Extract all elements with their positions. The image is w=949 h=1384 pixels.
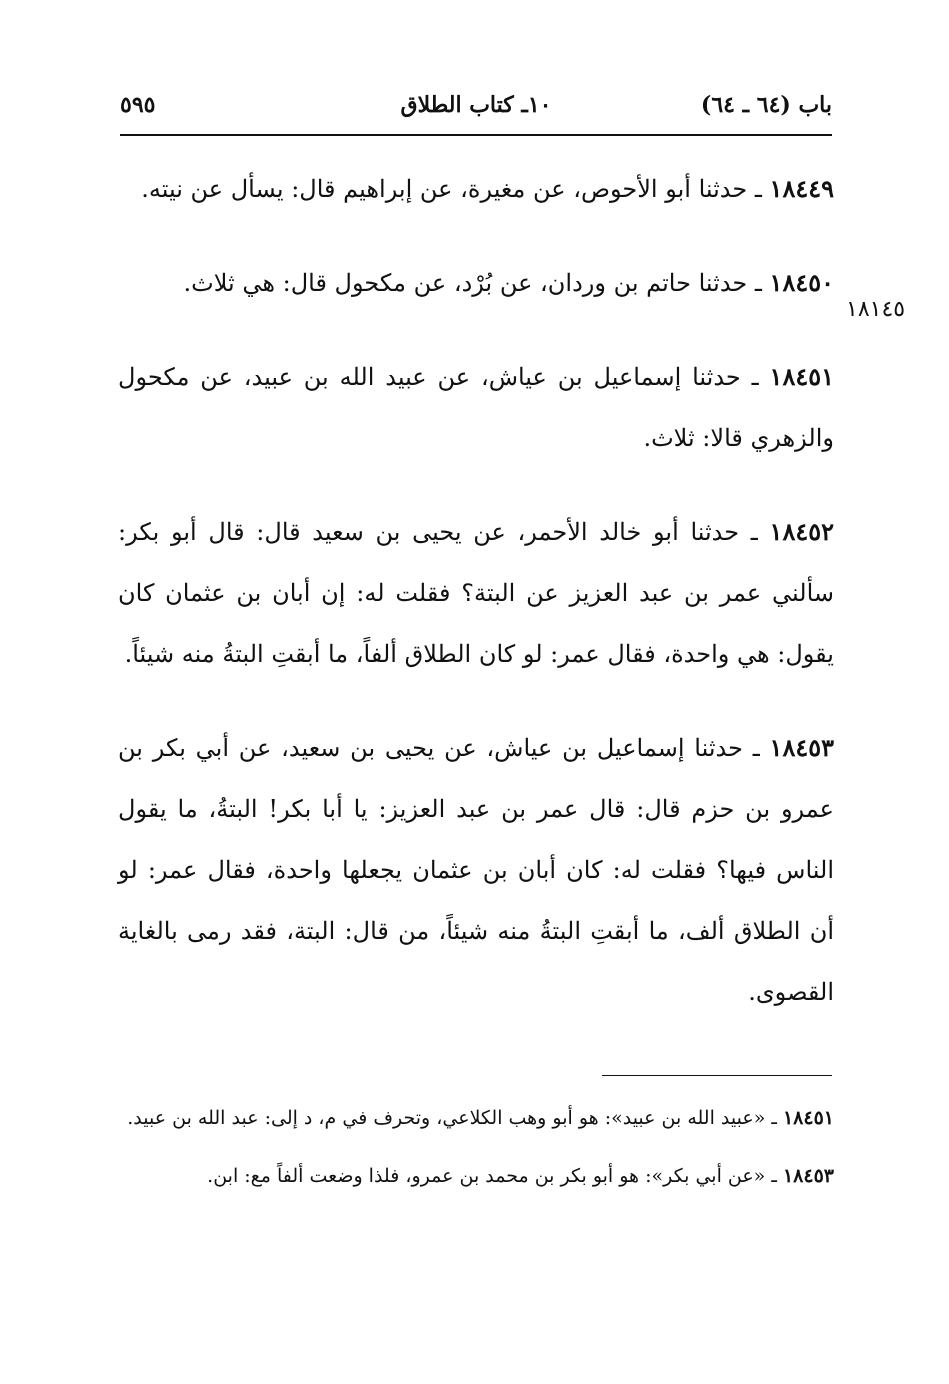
footnote	[118, 1152, 834, 1200]
hadith-entry	[118, 346, 834, 469]
page-number: ٥٩٥	[120, 92, 156, 118]
hadith-text: ـ حدثنا إسماعيل بن عياش، عن يحيى بن سعيد، عن أبي بكر بن عمرو بن حزم قال: قال عمر بن عبد العزيز: يا أبا بكر! البتةُ، ما يقول الناس فيها؟ فقلت له: كان أبان بن عثمان يجعلها واحدة، فقال عمر: لو أن الطلاق ألف، ما أبقتِ البتةُ منه شيئاً، من قال: البتة، فقد رمى بالغاية القصوى.	[118, 734, 834, 1006]
hadith-text: ـ حدثنا إسماعيل بن عياش، عن عبيد الله بن عبيد، عن مكحول والزهري قالا: ثلاث.	[118, 363, 834, 452]
hadith-entry	[118, 252, 834, 314]
hadith-number: ١٨٤٥٠	[769, 268, 834, 297]
book-title: ١٠ـ كتاب الطلاق	[400, 92, 552, 118]
hadith-entry	[118, 717, 834, 1023]
hadith-number: ١٨٤٥٣	[769, 733, 834, 762]
hadith-text: ـ حدثنا أبو خالد الأحمر، عن يحيى بن سعيد قال: قال أبو بكر: سألني عمر بن عبد العزيز عن البتة؟ فقلت له: إن أبان بن عثمان كان يقول: هي واحدة، فقال عمر: لو كان الطلاق ألفاً، ما أبقتِ البتةُ منه شيئاً.	[118, 518, 834, 668]
header-rule	[120, 134, 832, 136]
footnote-text: ـ «عن أبي بكر»: هو أبو بكر بن محمد بن عمرو، فلذا وضعت ألفاً مع: ابن.	[207, 1165, 777, 1187]
hadith-number: ١٨٤٤٩	[769, 174, 834, 203]
main-text	[118, 158, 834, 1055]
chapter-reference: باب (٦٤ ـ ٦٤)	[700, 92, 832, 118]
footnote-number: ١٨٤٥١	[782, 1107, 834, 1129]
running-head	[120, 86, 832, 126]
footnote-text: ـ «عبيد الله بن عبيد»: هو أبو وهب الكلاعي، وتحرف في م، د إلى: عبد الله بن عبيد.	[127, 1107, 777, 1129]
hadith-entry	[118, 501, 834, 685]
hadith-entry	[118, 158, 834, 220]
margin-reference-number: ١٨١٤٥	[846, 297, 906, 322]
hadith-text: ـ حدثنا أبو الأحوص، عن مغيرة، عن إبراهيم قال: يسأل عن نيته.	[141, 175, 762, 203]
hadith-number: ١٨٤٥٢	[769, 517, 834, 546]
hadith-number: ١٨٤٥١	[769, 362, 834, 391]
footnotes	[118, 1094, 834, 1210]
footnote-separator	[602, 1075, 832, 1076]
hadith-text: ـ حدثنا حاتم بن وردان، عن بُرْد، عن مكحول قال: هي ثلاث.	[183, 269, 762, 297]
footnote-number: ١٨٤٥٣	[782, 1165, 834, 1187]
footnote	[118, 1094, 834, 1142]
